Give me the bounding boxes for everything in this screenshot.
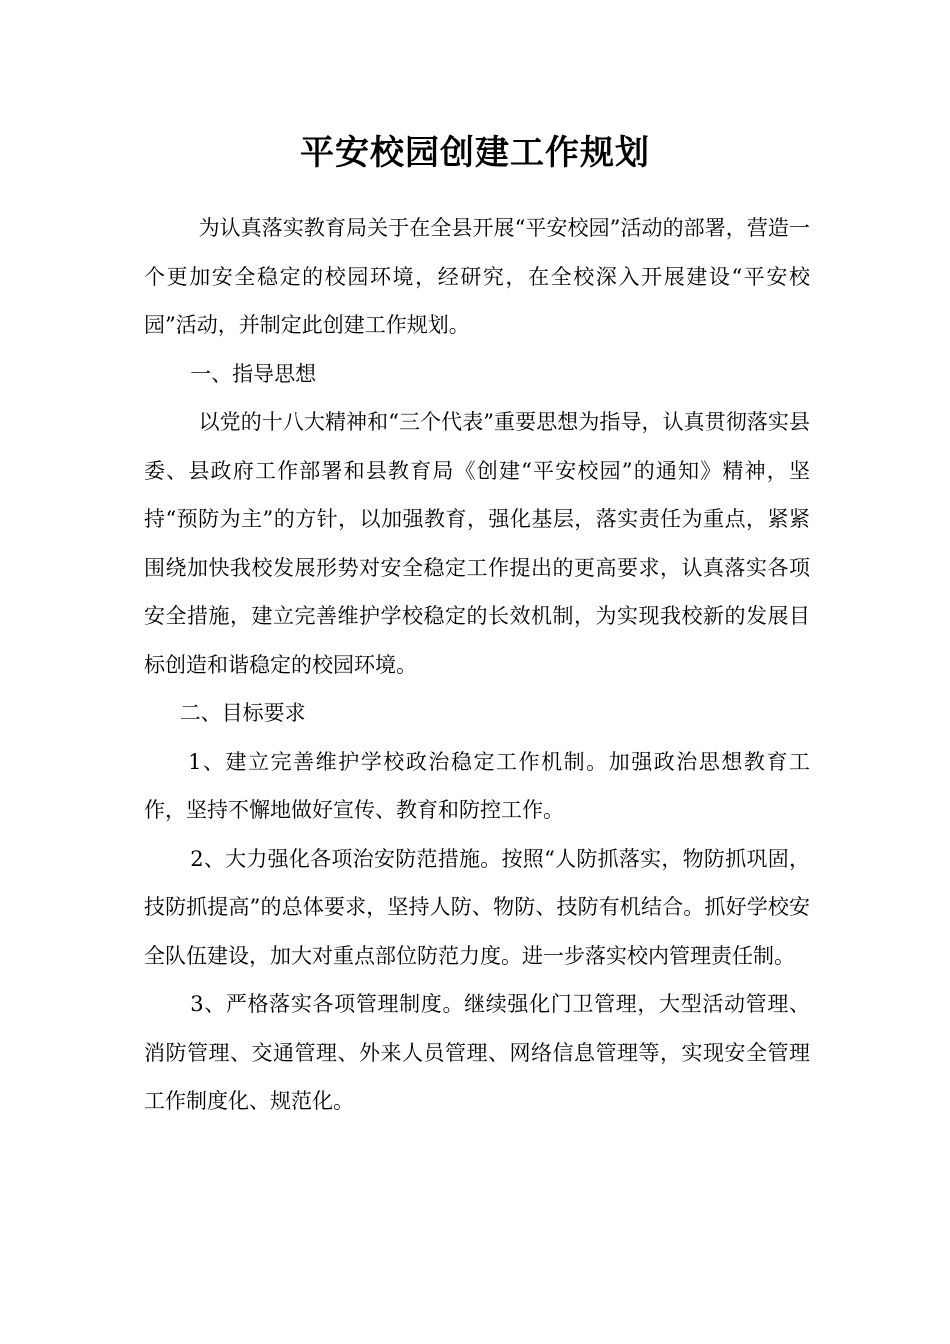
section-heading-guiding-ideology: 一、指导思想	[190, 361, 317, 386]
goal-item-2: 2、大力强化各项治安防范措施。按照“人防抓落实，物防抓巩固，技防抓提高”的总体要求，坚持人防、物防、技防有机结合。抓好学校安全队伍建设，加大对重点部位防范力度。进一步落实校内管理责任制。	[144, 846, 810, 968]
document-body	[144, 204, 810, 1126]
intro-paragraph: 为认真落实教育局关于在全县开展“平安校园”活动的部署，营造一个更加安全稳定的校园环境，经研究，在全校深入开展建设“平安校园”活动，并制定此创建工作规划。	[144, 216, 810, 337]
goal-item-1: 1、建立完善维护学校政治稳定工作机制。加强政治思想教育工作，坚持不懈地做好宣传、教育和防控工作。	[144, 749, 810, 822]
goal-item-3: 3、严格落实各项管理制度。继续强化门卫管理，大型活动管理、消防管理、交通管理、外来人员管理、网络信息管理等，实现安全管理工作制度化、规范化。	[144, 992, 810, 1113]
guiding-ideology-paragraph: 以党的十八大精神和“三个代表”重要思想为指导，认真贯彻落实县委、县政府工作部署和县教育局《创建“平安校园”的通知》精神，坚持“预防为主”的方针，以加强教育，强化基层，落实责任为重点，紧紧围绕加快我校发展形势对安全稳定工作提出的更高要求，认真落实各项安全措施，建立完善维护学校稳定的长效机制，为实现我校新的发展目标创造和谐稳定的校园环境。	[144, 410, 810, 677]
document-title: 平安校园创建工作规划	[300, 133, 650, 173]
section-heading-goals: 二、目标要求	[179, 701, 306, 725]
